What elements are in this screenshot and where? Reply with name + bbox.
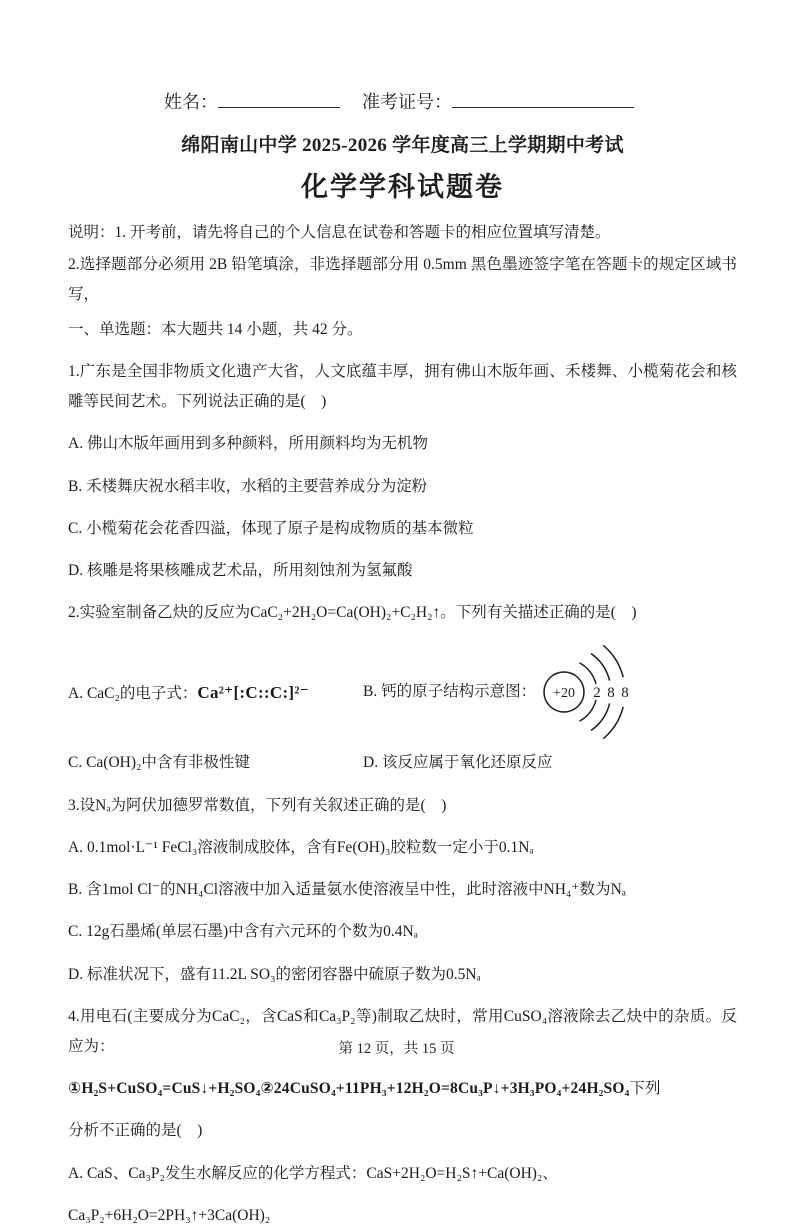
q4-followup: 分析不正确的是( ) — [68, 1122, 203, 1140]
q2-options-row-ab — [68, 640, 737, 744]
q1-option-a: A. 佛山木版年画用到多种颜料，所用颜料均为无机物 — [68, 435, 428, 453]
q2-option-d: D. 该反应属于氧化还原反应 — [363, 754, 553, 772]
shell-arc-1-upper — [580, 663, 597, 684]
paper-title: 化学学科试题卷 — [301, 172, 504, 202]
q2-option-c: C. Ca(OH)₂中含有非极性键 — [68, 754, 250, 772]
q4-equations — [68, 1074, 737, 1104]
q3-option-c: C. 12g石墨烯(单层石墨)中含有六元环的个数为0.4Nₐ — [68, 923, 418, 941]
section-1-heading: 一、单选题：本大题共 14 小题，共 42 分。 — [68, 320, 363, 338]
q2-stem: 2.实验室制备乙炔的反应为CaC₂+2H₂O=Ca(OH)₂+C₂H₂↑。下列有关描述正确的是( ) — [68, 604, 637, 622]
exam-no-blank-line — [452, 91, 634, 108]
q2-option-a — [68, 676, 363, 709]
q2-option-a-electron-formula: Ca²⁺[:C::C:]²⁻ — [197, 682, 310, 702]
atom-shell-count-1: 2 — [593, 685, 601, 702]
q2-option-a-label: A. CaC₂的电子式： — [68, 684, 198, 702]
atom-shell-count-2: 8 — [607, 685, 615, 702]
instruction-line-2: 2.选择题部分必须用 2B 铅笔填涂，非选择题部分用 0.5mm 黑色墨迹签字笔在答题卡的规定区域书写， — [68, 256, 737, 304]
q1-option-c: C. 小榄菊花会花香四溢，体现了原子是构成物质的基本微粒 — [68, 519, 474, 537]
q4-equations-text: ①H₂S+CuSO₄=CuS↓+H₂SO₄②24CuSO₄+11PH₃+12H₂O=8Cu₃P↓+3H₃PO₄+24H₂SO₄ — [68, 1080, 630, 1098]
atom-shell-count-3: 8 — [621, 685, 629, 702]
shell-arc-1-lower — [580, 700, 597, 721]
calcium-atom-structure-diagram — [540, 640, 658, 744]
q4-option-a-line-2: Ca₃P₂+6H₂O=2PH₃↑+3Ca(OH)₂ — [68, 1206, 271, 1224]
q3-stem: 3.设Nₐ为阿伏加德罗常数值，下列有关叙述正确的是( ) — [68, 796, 447, 814]
q4-equations-tail: 下列 — [629, 1080, 661, 1098]
school-session-title: 绵阳南山中学 2025-2026 学年度高三上学期期中考试 — [181, 135, 624, 156]
exam-no-label: 准考证号： — [362, 92, 452, 112]
name-label: 姓名： — [164, 92, 218, 112]
q2-option-b — [363, 640, 737, 744]
candidate-info-row — [164, 88, 737, 114]
atom-nucleus-charge: +20 — [553, 686, 576, 702]
q3-option-a: A. 0.1mol·L⁻¹ FeCl₃溶液制成胶体，含有Fe(OH)₃胶粒数一定小于0.1Nₐ — [68, 838, 534, 856]
q2-options-row-cd — [68, 748, 737, 778]
q4-stem: 4.用电石(主要成分为CaC₂，含CaS和Ca₃P₂等)制取乙炔时，常用CuSO₄溶液除去乙炔中的杂质。反应为： — [68, 1007, 737, 1055]
name-blank-line — [218, 91, 340, 108]
instruction-line-1: 说明：1. 开考前，请先将自己的个人信息在试卷和答题卡的相应位置填写清楚。 — [68, 224, 611, 241]
q1-option-b: B. 禾楼舞庆祝水稻丰收，水稻的主要营养成分为淀粉 — [68, 477, 428, 495]
page-number-footer: 第 12 页，共 15 页 — [338, 1041, 455, 1057]
q4-option-a-line-1: A. CaS、Ca₃P₂发生水解反应的化学方程式：CaS+2H₂O=H₂S↑+Ca(OH)₂、 — [68, 1164, 558, 1182]
q1-stem: 1.广东是全国非物质文化遗产大省，人文底蕴丰厚，拥有佛山木版年画、禾楼舞、小榄菊花会和核雕等民间艺术。下列说法正确的是( ) — [68, 362, 737, 411]
q1-option-d: D. 核雕是将果核雕成艺术品，所用刻蚀剂为氢氟酸 — [68, 561, 413, 579]
q2-option-b-label: B. 钙的原子结构示意图： — [363, 683, 537, 701]
q3-option-b: B. 含1mol Cl⁻的NH₄Cl溶液中加入适量氨水使溶液呈中性，此时溶液中NH₄⁺数为Nₐ — [68, 881, 626, 899]
q3-option-d: D. 标准状况下，盛有11.2L SO₃的密闭容器中硫原子数为0.5Nₐ — [68, 965, 481, 983]
